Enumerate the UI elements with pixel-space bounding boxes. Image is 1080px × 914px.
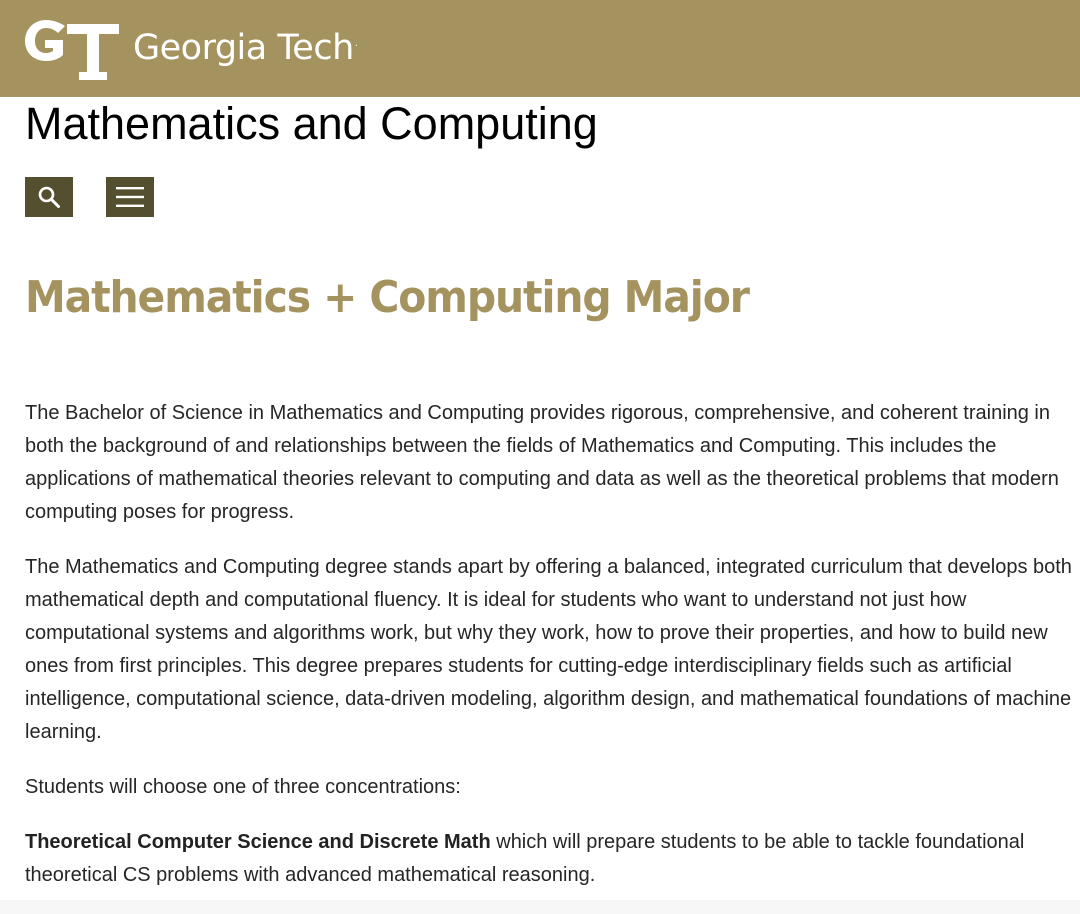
menu-button[interactable] — [106, 177, 154, 217]
paragraph-concentrations-intro: Students will choose one of three concentrations: — [25, 776, 461, 798]
hamburger-menu-icon — [116, 186, 144, 208]
site-title[interactable]: Mathematics and Computing — [25, 98, 598, 149]
concentration-item — [25, 826, 1075, 892]
page-bottom-edge — [0, 900, 1080, 914]
paragraph-degree-overview: The Mathematics and Computing degree stands apart by offering a balanced, integrated curriculum that develops both mathematical depth and computational fluency. It is ideal for students who want to understand not just how computational systems and algorithms work, but why they work, how to prove their properties, and how to build new ones from first principles. This degree prepares students for cutting-edge interdisciplinary fields such as artificial intelligence, computational science, data-driven modeling, algorithm design, and mathematical foundations of machine learning. — [25, 556, 1072, 743]
concentration-description: which will prepare students to be able to tackle foundational theoretical CS problems with advanced mathematical reasoning. — [25, 831, 1025, 886]
georgia-tech-logo-link[interactable] — [25, 20, 357, 82]
logo-wordmark: Georgia Tech. — [133, 28, 358, 68]
search-button[interactable] — [25, 177, 73, 217]
search-icon — [37, 185, 61, 209]
page-heading: Mathematics + Computing Major — [25, 272, 749, 323]
main-content — [25, 397, 1075, 914]
paragraph-intro: The Bachelor of Science in Mathematics and Computing provides rigorous, comprehensive, and coherent training in both the background of and relationships between the fields of Mathematics and Computing. This includes the applications of mathematical theories relevant to computing and data as well as the theoretical problems that modern computing poses for progress. — [25, 402, 1059, 523]
gt-monogram-icon — [25, 20, 119, 82]
concentration-name: Theoretical Computer Science and Discrete Math — [25, 831, 491, 853]
top-header-bar — [0, 0, 1080, 97]
